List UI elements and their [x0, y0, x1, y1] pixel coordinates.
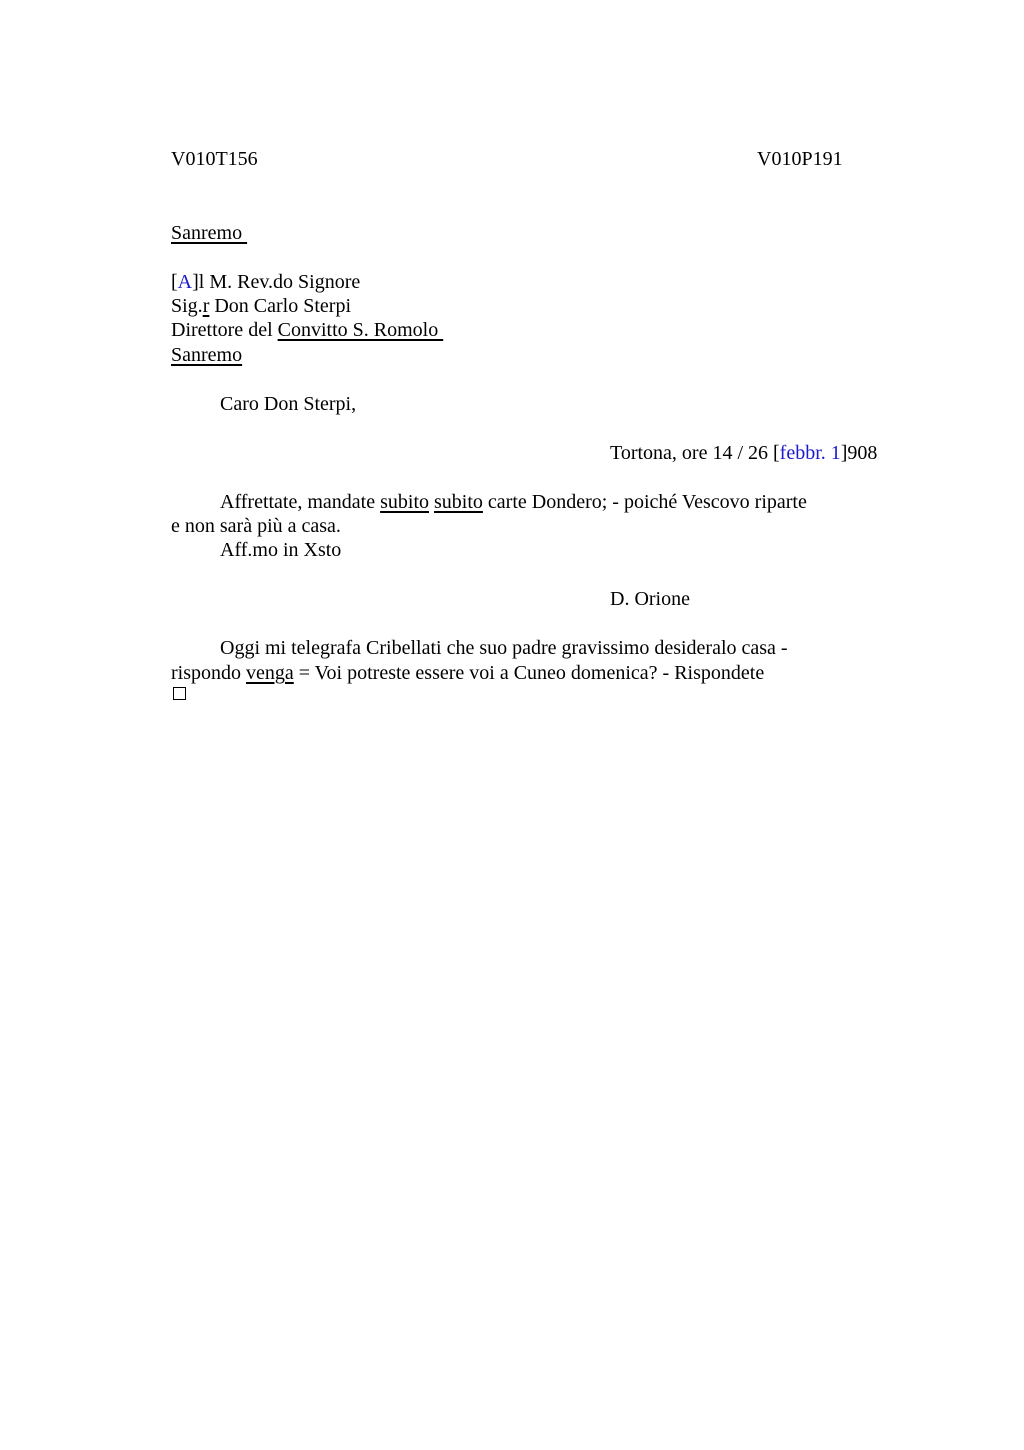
date-prefix: Tortona, ore 14 / 26 [: [610, 442, 780, 464]
address-line-3-institution: Convitto S. Romolo: [277, 319, 444, 341]
destination-city: [171, 221, 247, 245]
end-of-text-box-icon: [173, 687, 186, 700]
body-text: = Voi potreste essere voi a Cuneo domenica? - Rispondete: [293, 662, 765, 684]
emphasis-subito-1: subito: [380, 491, 430, 513]
address-line-4: [171, 343, 242, 367]
document-code-left: V010T156: [171, 148, 258, 170]
body-text: rispondo: [171, 662, 246, 684]
body-text: carte Dondero; - poiché Vescovo riparte: [482, 491, 807, 513]
emphasis-subito-2: subito: [434, 491, 483, 513]
destination-city-text: Sanremo: [171, 222, 248, 244]
date-editorial-month: febbr: [779, 442, 821, 464]
document-code-right: V010P191: [757, 148, 843, 170]
address-line-3: [171, 318, 443, 342]
letter-date: [610, 441, 877, 465]
address-line-2-prefix: Sig.: [171, 295, 203, 317]
body-paragraph-1-line-2: e non sarà più a casa.: [171, 515, 341, 537]
date-editorial-dot: .: [820, 442, 831, 464]
closing-formula: Aff.mo in Xsto: [220, 539, 342, 561]
address-line-2-text: Don Carlo Sterpi: [209, 295, 352, 317]
date-suffix: ]908: [840, 442, 878, 464]
body-paragraph-1-line-1: [220, 490, 807, 514]
address-editorial-letter: A: [177, 271, 193, 293]
signature: D. Orione: [610, 588, 690, 610]
address-line-2-superscript: r: [202, 295, 210, 317]
address-bracket-open: [: [171, 271, 178, 293]
address-line-2: [171, 294, 351, 318]
salutation: Caro Don Sterpi,: [220, 393, 357, 415]
body-text: Affrettate, mandate: [220, 491, 381, 513]
postscript-line-1: Oggi mi telegrafa Cribellati che suo padre gravissimo desideralo casa -: [220, 637, 788, 659]
postscript-line-2: [171, 661, 764, 685]
emphasis-venga: venga: [246, 662, 294, 684]
address-line-1: [171, 270, 360, 294]
date-editorial-digit: 1: [830, 442, 841, 464]
address-line-1-text: ]l M. Rev.do Signore: [192, 271, 361, 293]
address-line-4-city: Sanremo: [171, 344, 243, 366]
address-line-3-prefix: Direttore del: [171, 319, 278, 341]
